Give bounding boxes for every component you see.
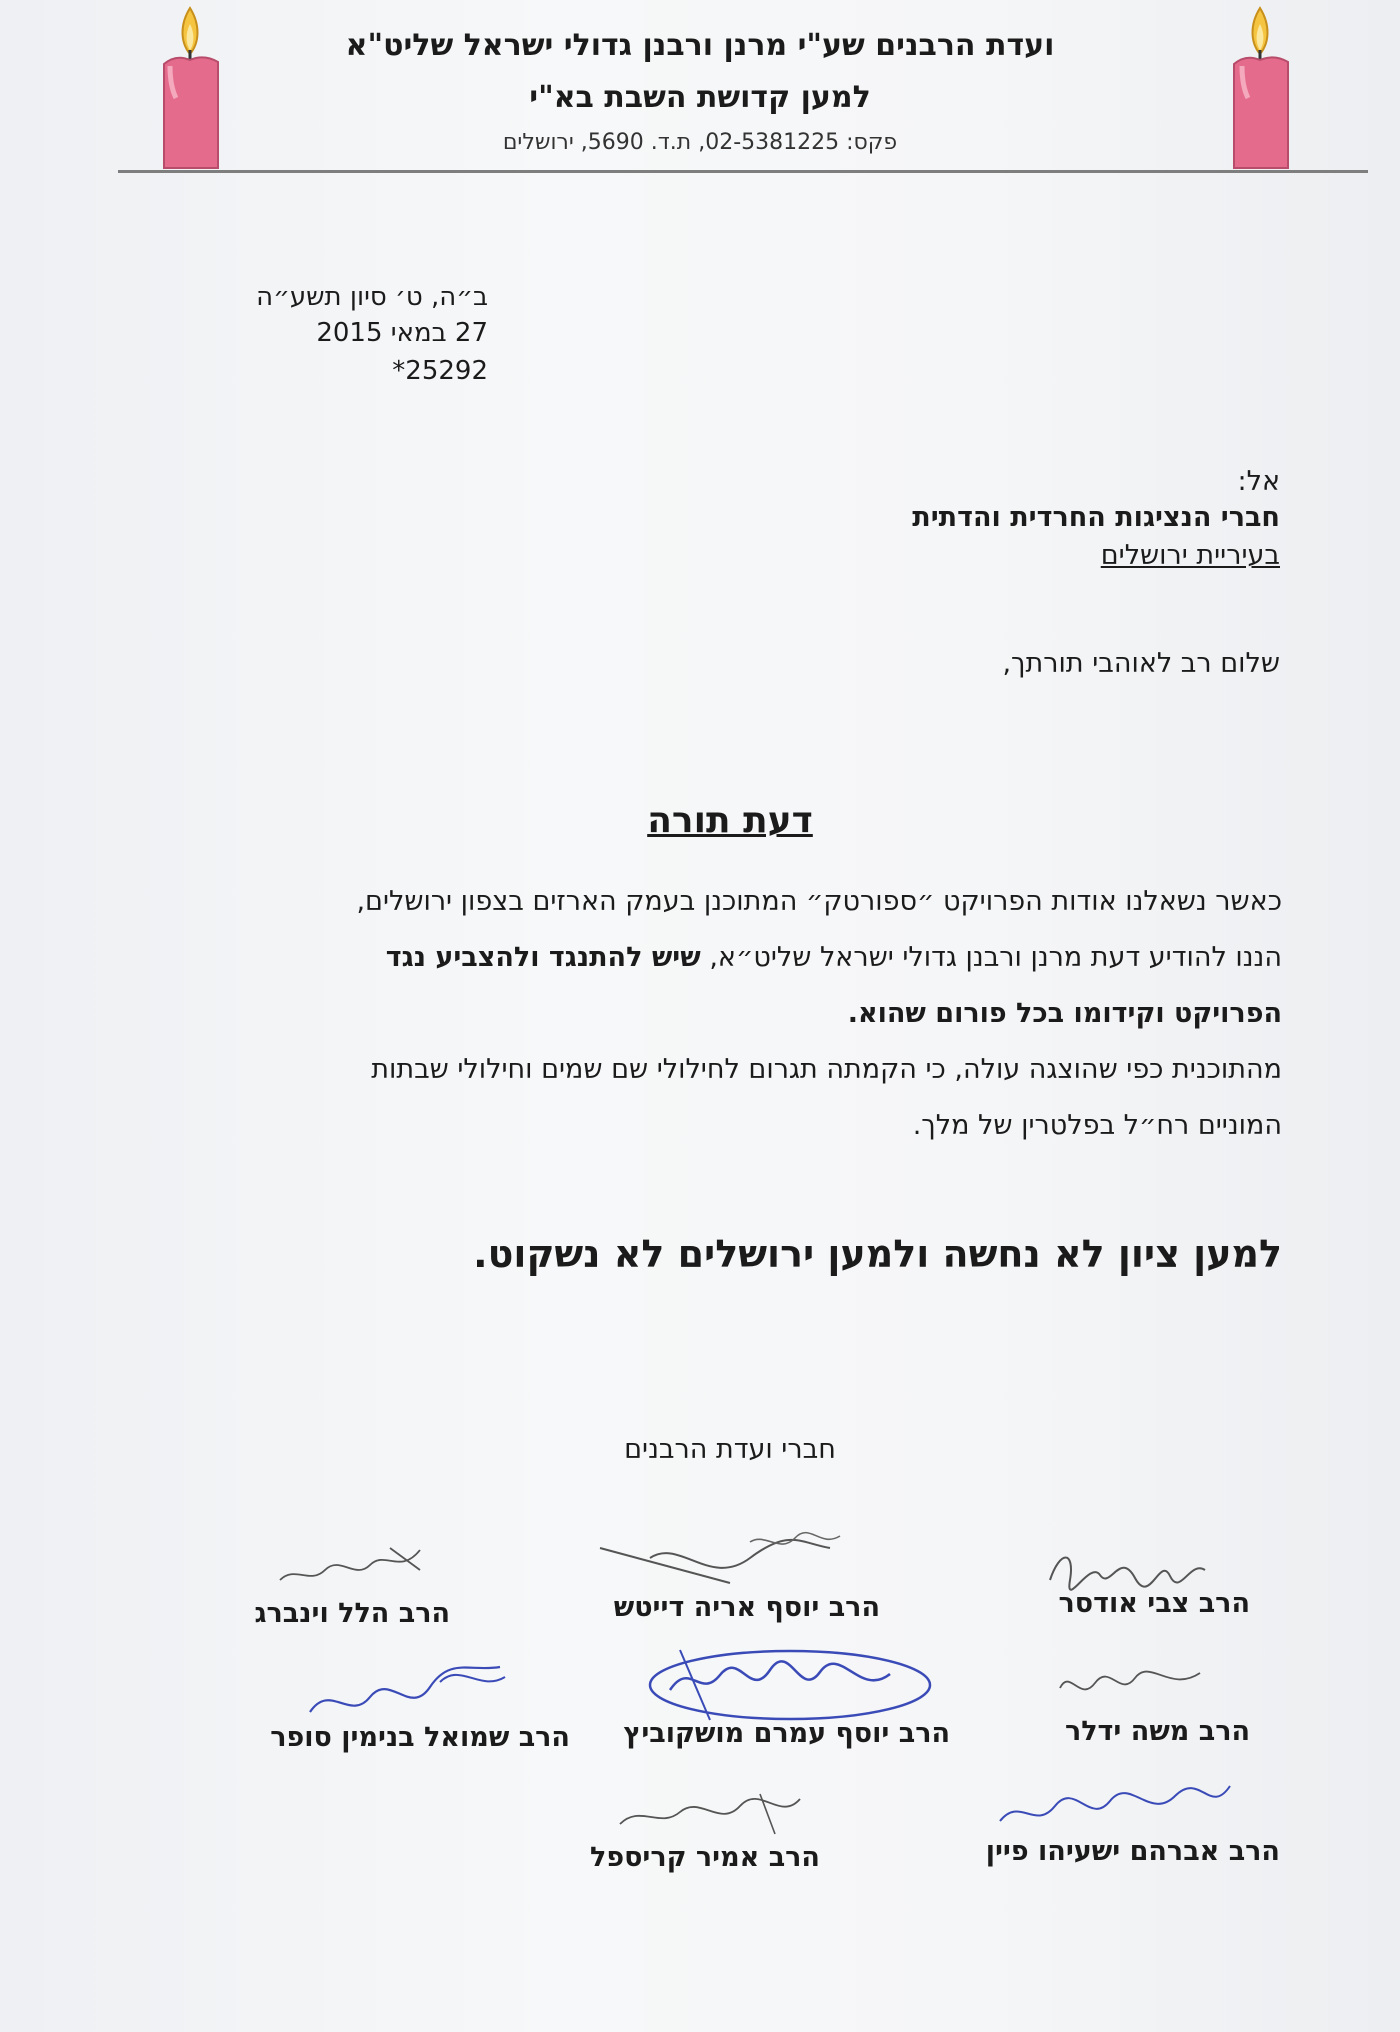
signatory-8: הרב אמיר קריספל	[589, 1842, 820, 1873]
letterhead-divider	[118, 170, 1368, 173]
body-line-2-bold: שיש להתנגד ולהצביע נגד	[385, 942, 701, 973]
signatory-7: הרב אברהם ישעיהו פיין	[985, 1836, 1280, 1867]
recipient-line2: בעיריית ירושלים	[1100, 540, 1280, 571]
hebrew-date: ב״ה, ט׳ סיון תשע״ה	[256, 282, 488, 312]
signature-deutsch	[590, 1528, 850, 1598]
signatory-1: הרב צבי אודסר	[1058, 1588, 1250, 1619]
signatory-3: הרב הלל וינברג	[254, 1598, 450, 1629]
candle-left-icon	[150, 2, 230, 172]
signatory-5: הרב יוסף עמרם מושקוביץ	[623, 1718, 950, 1749]
body-line-3: הפרויקט וקידומו בכל פורום שהוא.	[847, 998, 1282, 1029]
letterhead-contact: פקס: 02-5381225, ת.ד. 5690, ירושלים	[502, 130, 898, 155]
letterhead-subtitle: למען קדושת השבת בא"י	[529, 80, 871, 115]
recipient-line1: חברי הנציגות החרדית והדתית	[912, 502, 1280, 533]
gregorian-date: 27 במאי 2015	[316, 318, 488, 348]
slogan: למען ציון לא נחשה ולמען ירושלים לא נשקוט.	[473, 1232, 1282, 1276]
signature-weinberg	[270, 1540, 440, 1600]
greeting: שלום רב לאוהבי תורתך,	[1002, 648, 1280, 679]
signatory-6: הרב שמואל בנימין סופר	[270, 1722, 570, 1753]
signatory-4: הרב משה ידלר	[1064, 1716, 1250, 1747]
letter-title: דעת תורה	[647, 800, 813, 841]
body-line-2-plain: הננו להודיע דעת מרנן ורבנן גדולי ישראל שליט״א,	[700, 942, 1282, 973]
candle-right-icon	[1220, 2, 1300, 172]
body-line-4: מהתוכנית כפי שהוצגה עולה, כי הקמתה תגרום לחילולי שם שמים וחילולי שבתות	[371, 1054, 1282, 1085]
members-heading: חברי ועדת הרבנים	[624, 1434, 836, 1465]
signature-moskovitz	[640, 1640, 940, 1730]
letterhead-title: ועדת הרבנים שע"י מרנן ורבנן גדולי ישראל שליט"א	[345, 28, 1055, 63]
body-line-5: המוניים רח״ל בפלטרין של מלך.	[912, 1110, 1282, 1141]
signatory-2: הרב יוסף אריה דייטש	[613, 1592, 880, 1623]
body-line-1: כאשר נשאלנו אודות הפרויקט ״ספורטק״ המתוכנן בעמק הארזים בצפון ירושלים,	[356, 886, 1282, 917]
body-line-2	[162, 942, 1282, 974]
signature-yadler	[1050, 1658, 1210, 1718]
signature-sofer	[290, 1652, 520, 1732]
reference-number: 25292*	[392, 356, 488, 386]
recipient-label: אל:	[1237, 466, 1280, 497]
signature-krispel	[610, 1784, 810, 1844]
